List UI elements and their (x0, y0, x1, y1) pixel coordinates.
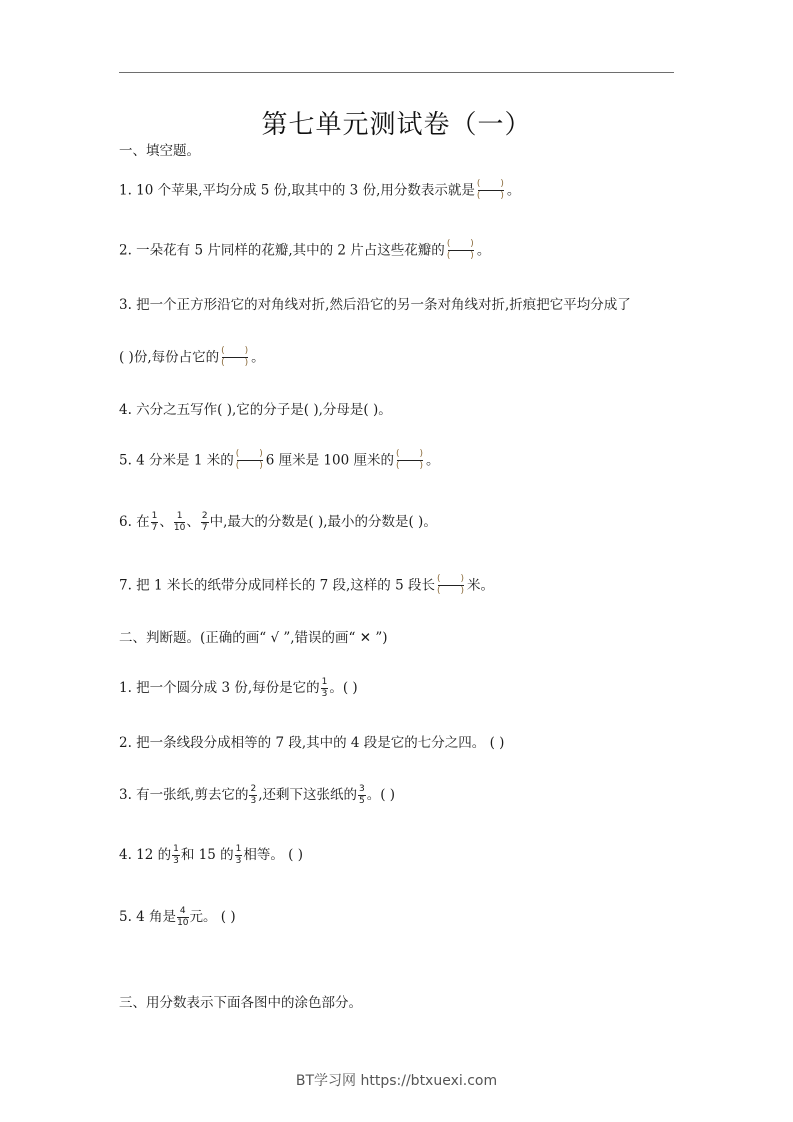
question-1-2 (119, 240, 490, 262)
question-text: 。 (506, 182, 521, 199)
denominator: 3 (250, 796, 257, 806)
fraction (235, 845, 243, 866)
denominator: 7 (151, 523, 158, 533)
section-heading-shaded-fractions: 三、用分数表示下面各图中的涂色部分。 (119, 995, 362, 1011)
question-text: 。 (251, 349, 265, 366)
bracket: ) (500, 191, 504, 201)
question-text: 、 (186, 514, 200, 530)
question-text: 相等。 ( ) (243, 847, 304, 863)
bracket: ( (395, 449, 400, 459)
bracket: ( (395, 461, 400, 471)
numerator: 1 (235, 844, 242, 854)
bracket: ( (221, 358, 225, 368)
numerator: 2 (201, 511, 208, 521)
bracket: ( (436, 586, 441, 596)
question-text: 。 (425, 452, 440, 469)
question-2-4 (119, 845, 303, 866)
question-2-1 (119, 678, 358, 699)
denominator: 10 (173, 523, 186, 533)
question-1-3: 3. 把一个正方形沿它的对角线对折,然后沿它的另一条对角线对折,折痕把它平均分成了 (119, 297, 631, 313)
question-text: 6. 在 (119, 514, 150, 530)
question-text: ( )份,每份占它的 (119, 349, 220, 366)
bracket: ( (436, 574, 441, 584)
footer-watermark: BT学习网 https://btxuexi.com (295, 1073, 498, 1089)
fraction (201, 512, 209, 533)
numerator: 1 (174, 512, 185, 523)
question-1-7 (119, 575, 494, 597)
fraction-blank[interactable] (446, 240, 476, 262)
bracket: ) (500, 179, 504, 189)
numerator: 1 (321, 677, 328, 687)
question-text: 5. 4 分米是 1 米的 (119, 452, 234, 469)
fraction-blank[interactable] (395, 450, 425, 472)
numerator: 1 (151, 511, 158, 521)
fraction-blank[interactable] (436, 575, 466, 597)
denominator: 3 (173, 856, 179, 866)
question-1-4: 4. 六分之五写作( ),它的分子是( ),分母是( )。 (119, 402, 392, 418)
question-text: 3. 有一张纸,剪去它的 (119, 787, 249, 803)
fraction-blank[interactable] (220, 347, 250, 369)
fraction (151, 512, 159, 533)
question-1-3-cont (119, 347, 265, 369)
bracket: ) (419, 461, 423, 471)
question-text: 。( ) (329, 680, 358, 696)
numerator: 4 (177, 907, 188, 918)
numerator: 2 (250, 784, 257, 794)
page-title: 第七单元测试卷（一） (261, 110, 532, 140)
fraction (172, 845, 180, 866)
fraction (177, 907, 188, 928)
section-heading-fill-blank: 一、填空题。 (119, 143, 200, 159)
denominator: 10 (177, 918, 189, 928)
question-1-5 (119, 450, 439, 472)
question-text: 。 (476, 242, 491, 259)
bracket: ( (446, 239, 451, 249)
bracket: ( (235, 461, 240, 471)
question-1-6 (119, 512, 437, 533)
bracket: ) (244, 358, 249, 368)
bracket: ) (470, 239, 474, 249)
fraction (321, 678, 329, 699)
denominator: 7 (201, 523, 208, 533)
bracket: ) (259, 461, 263, 471)
header-rule (119, 72, 674, 73)
bracket: ( (221, 346, 225, 356)
fraction (249, 785, 257, 806)
bracket: ( (446, 251, 451, 261)
bracket: ) (470, 251, 474, 261)
bracket: ( (235, 449, 240, 459)
bracket: ( (476, 179, 481, 189)
denominator: 3 (321, 689, 328, 699)
question-text: 5. 4 角是 (119, 909, 177, 925)
question-text: 4. 12 的 (119, 847, 172, 863)
fraction (174, 512, 185, 533)
question-text: 、 (159, 514, 173, 530)
question-text: 2. 一朵花有 5 片同样的花瓣,其中的 2 片占这些花瓣的 (119, 242, 445, 259)
fraction-blank[interactable] (235, 450, 265, 472)
question-text: 和 15 的 (180, 847, 234, 863)
fraction (358, 785, 366, 806)
question-text: 中,最大的分数是( ),最小的分数是( )。 (209, 514, 437, 530)
question-text: 6 厘米是 100 厘米的 (265, 452, 394, 469)
question-text: 元。 ( ) (189, 909, 236, 925)
question-1-1 (119, 180, 520, 202)
question-2-5 (119, 907, 236, 928)
question-2-3 (119, 785, 395, 806)
question-text: 7. 把 1 米长的纸带分成同样长的 7 段,这样的 5 段长 (119, 577, 435, 594)
bracket: ( (476, 191, 481, 201)
numerator: 3 (359, 784, 365, 794)
denominator: 3 (235, 856, 242, 866)
question-text: 米。 (466, 577, 494, 594)
question-text: ,还剩下这张纸的 (258, 787, 357, 803)
question-2-2: 2. 把一条线段分成相等的 7 段,其中的 4 段是它的七分之四。 ( ) (119, 735, 505, 751)
bracket: ) (259, 449, 263, 459)
question-text: 1. 把一个圆分成 3 份,每份是它的 (119, 680, 320, 696)
section-heading-true-false: 二、判断题。(正确的画“ √ ”,错误的画“ ✕ ”) (119, 630, 388, 646)
question-text: 1. 10 个苹果,平均分成 5 份,取其中的 3 份,用分数表示就是 (119, 182, 475, 199)
question-text: 。( ) (366, 787, 396, 803)
bracket: ) (419, 449, 423, 459)
bracket: ) (460, 586, 464, 596)
numerator: 1 (173, 844, 179, 854)
fraction-blank[interactable] (476, 180, 506, 202)
bracket: ) (244, 346, 249, 356)
bracket: ) (460, 574, 464, 584)
denominator: 5 (359, 796, 365, 806)
